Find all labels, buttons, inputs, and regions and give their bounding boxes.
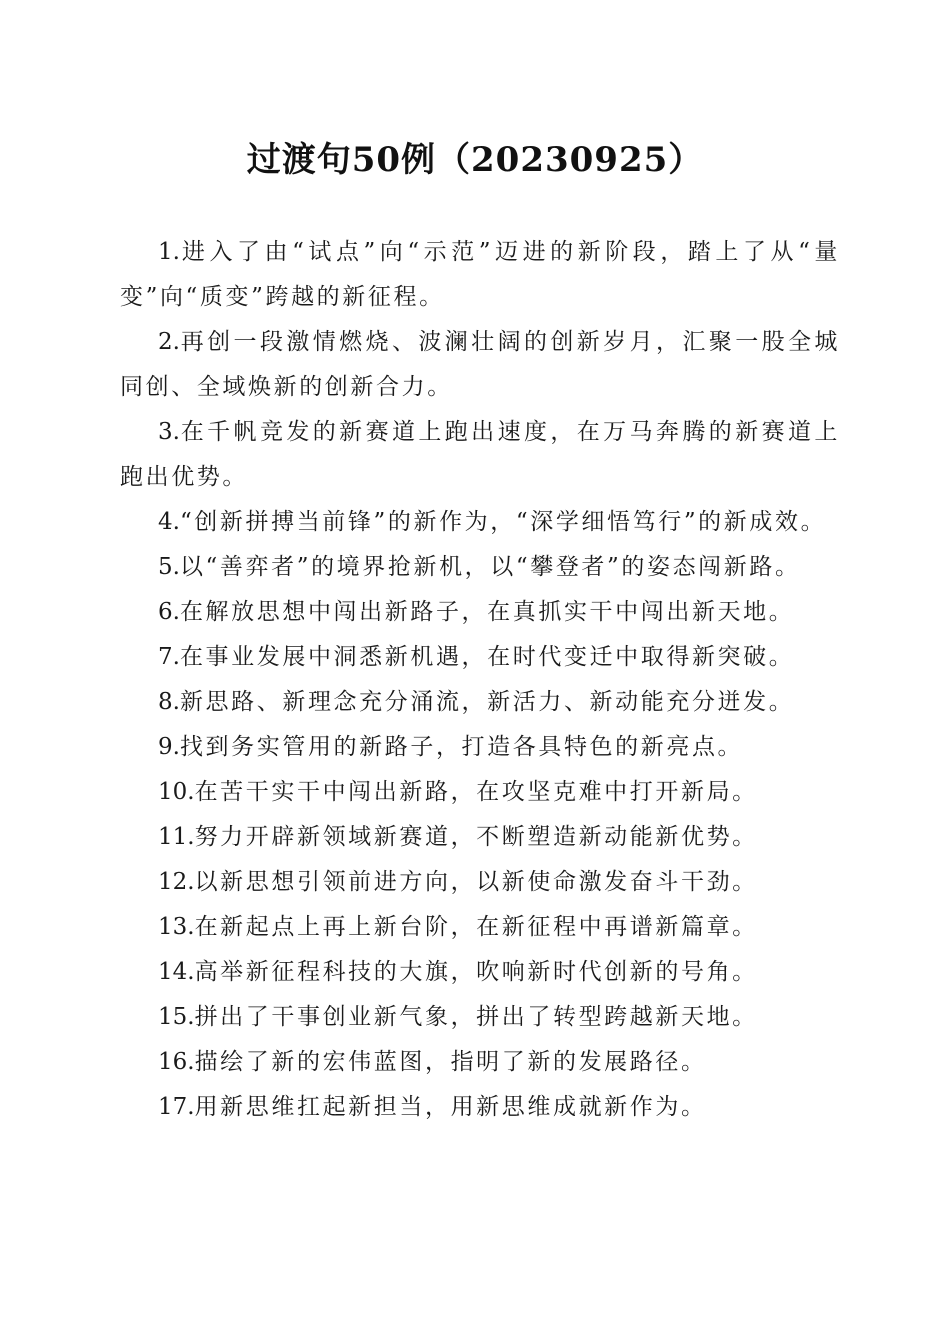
list-item: [120, 230, 840, 320]
list-item: [120, 410, 840, 500]
item-number: 7.: [158, 644, 180, 670]
list-item: [120, 545, 840, 590]
item-number: 17.: [158, 1094, 195, 1120]
list-item: [120, 725, 840, 770]
item-number: 8.: [158, 689, 180, 715]
item-number: 13.: [158, 914, 195, 940]
item-text: 描绘了新的宏伟蓝图，指明了新的发展路径。: [194, 1049, 707, 1075]
list-item: [120, 500, 840, 545]
item-text: 在解放思想中闯出新路子，在真抓实干中闯出新天地。: [179, 599, 795, 625]
item-number: 9.: [158, 734, 180, 760]
item-text: 拼出了干事创业新气象，拼出了转型跨越新天地。: [194, 1004, 758, 1030]
item-text: 进入了由“试点”向“示范”迈进的新阶段，踏上了从“量变”向“质变”跨越的新征程。: [120, 239, 840, 310]
item-number: 1.: [158, 239, 180, 265]
item-number: 14.: [158, 959, 195, 985]
item-number: 4.: [158, 509, 180, 535]
item-text: 在苦干实干中闯出新路，在攻坚克难中打开新局。: [194, 779, 758, 805]
list-item: [120, 635, 840, 680]
item-text: 再创一段激情燃烧、波澜壮阔的创新岁月，汇聚一股全城同创、全域焕新的创新合力。: [120, 329, 840, 400]
list-item: [120, 770, 840, 815]
list-item: [120, 815, 840, 860]
item-text: 用新思维扛起新担当，用新思维成就新作为。: [194, 1094, 707, 1120]
item-number: 10.: [158, 779, 195, 805]
list-item: [120, 995, 840, 1040]
item-text: “创新拼搏当前锋”的新作为，“深学细悟笃行”的新成效。: [179, 509, 827, 535]
item-text: 在事业发展中洞悉新机遇，在时代变迁中取得新突破。: [179, 644, 795, 670]
item-text: 以新思想引领前进方向，以新使命激发奋斗干劲。: [194, 869, 758, 895]
item-text: 在千帆竞发的新赛道上跑出速度，在万马奔腾的新赛道上跑出优势。: [120, 419, 840, 490]
list-item: [120, 680, 840, 725]
list-item: [120, 950, 840, 995]
item-text: 高举新征程科技的大旗，吹响新时代创新的号角。: [194, 959, 758, 985]
list-item: [120, 860, 840, 905]
item-text: 在新起点上再上新台阶，在新征程中再谱新篇章。: [194, 914, 758, 940]
item-number: 11.: [158, 824, 195, 850]
document-body: [120, 230, 840, 1130]
item-text: 找到务实管用的新路子，打造各具特色的新亮点。: [179, 734, 744, 760]
item-text: 努力开辟新领域新赛道，不断塑造新动能新优势。: [194, 824, 758, 850]
item-number: 15.: [158, 1004, 195, 1030]
item-number: 12.: [158, 869, 195, 895]
list-item: [120, 590, 840, 635]
item-number: 6.: [158, 599, 180, 625]
list-item: [120, 1040, 840, 1085]
list-item: [120, 905, 840, 950]
item-text: 以“善弈者”的境界抢新机，以“攀登者”的姿态闯新路。: [179, 554, 801, 580]
list-item: [120, 1085, 840, 1130]
item-number: 3.: [158, 419, 180, 445]
item-number: 2.: [158, 329, 180, 355]
list-item: [120, 320, 840, 410]
item-text: 新思路、新理念充分涌流，新活力、新动能充分迸发。: [179, 689, 795, 715]
item-number: 5.: [158, 554, 180, 580]
document-title: 过渡句50例（20230925）: [246, 140, 704, 180]
item-number: 16.: [158, 1049, 195, 1075]
